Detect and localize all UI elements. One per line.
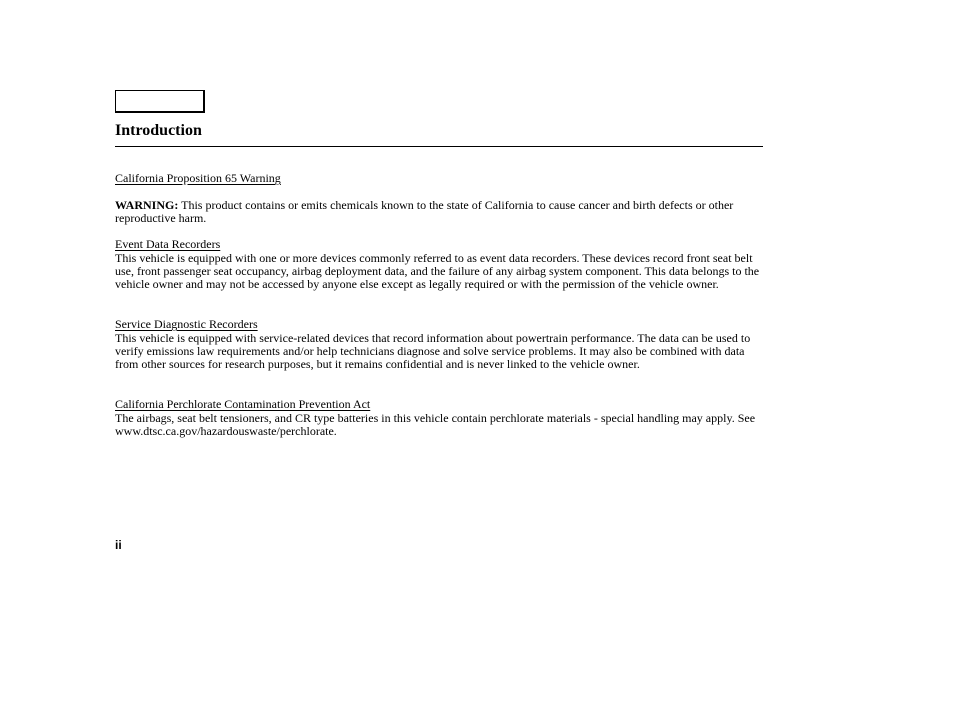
section-heading-prop65: California Proposition 65 Warning [115, 171, 281, 185]
section-body-service-diagnostic-recorders: This vehicle is equipped with service-related devices that record information about powertrain performance. The data can be used to verify emissions law requirements and/or help technicians diagnose and solve service problems. It may also be combined with data from other sources for research purposes, but it remains confidential and is never linked to the vehicle owner. [115, 330, 751, 372]
section-body-event-data-recorders: This vehicle is equipped with one or more devices commonly referred to as event data recorders. These devices record front seat belt use, front passenger seat occupancy, airbag deployment data, and the failure of any airbag system component. This data belongs to the vehicle owner and may not be accessed by anyone else except as legally required or with the permission of the vehicle owner. [115, 250, 760, 292]
title-divider [115, 146, 763, 147]
warning-label: WARNING: [115, 198, 179, 212]
section-heading-perchlorate-act: California Perchlorate Contamination Prevention Act [115, 397, 371, 411]
section-tab-box [115, 90, 205, 113]
page-title: Introduction [115, 122, 202, 139]
page-number: ii [115, 538, 122, 552]
section-heading-service-diagnostic-recorders: Service Diagnostic Recorders [115, 317, 258, 331]
section-heading-event-data-recorders: Event Data Recorders [115, 237, 221, 251]
section-body-perchlorate-act: The airbags, seat belt tensioners, and CR type batteries in this vehicle contain perchlorate materials - special handling may apply. See www.dtsc.ca.gov/hazardouswaste/perchlorate. [115, 410, 756, 438]
warning-text: This product contains or emits chemicals known to the state of California to cause cancer and birth defects or other reproductive harm. [115, 198, 734, 226]
section-body-prop65 [115, 199, 767, 226]
